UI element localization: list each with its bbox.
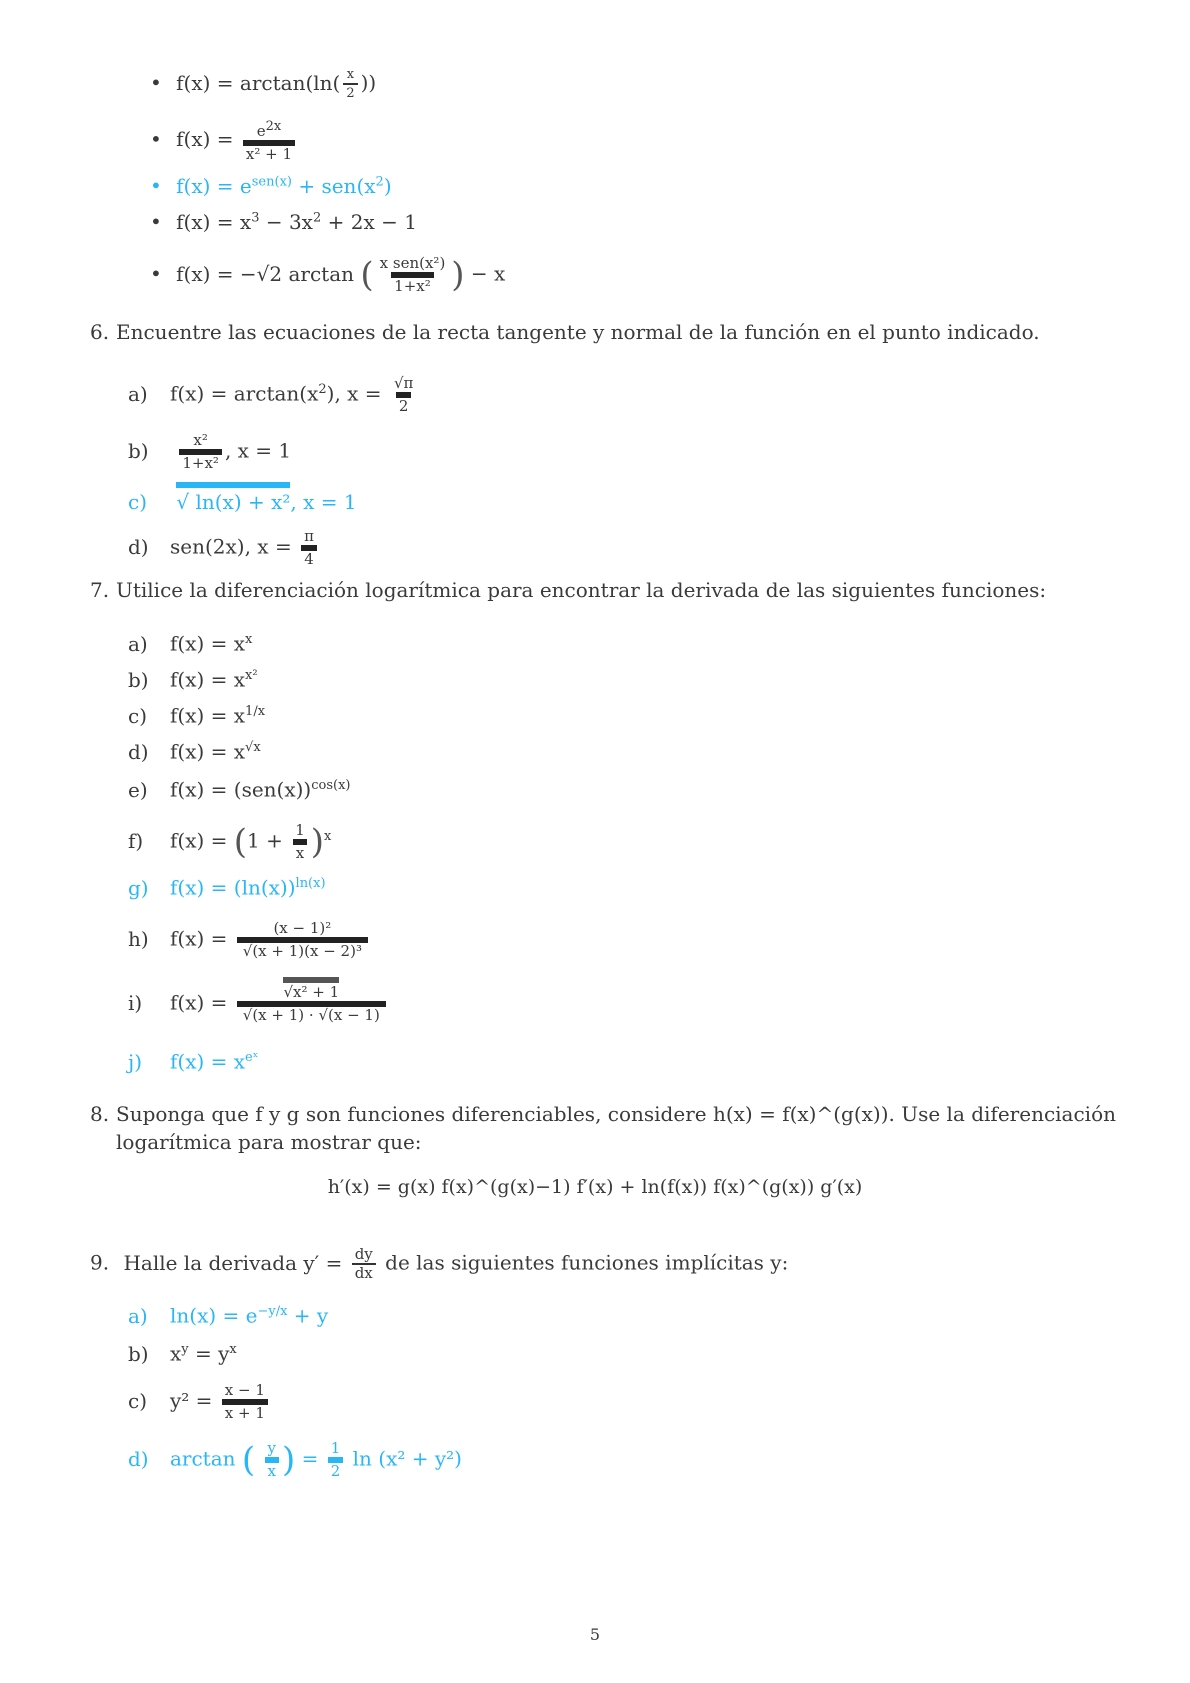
problem-7-item-b: b) $f(x) = x^{x^2}$: [128, 667, 258, 692]
problem-8-statement: Suponga que f y g son funciones diferenciables, considere h(x) = f(x)^(g(x)). Use la diferenciación logarítmica para mostrar que:: [116, 1102, 1116, 1154]
page-number: 5: [589, 1625, 601, 1644]
problem-8: 8. Suponga que f y g son funciones diferenciables, considere h(x) = f(x)^(g(x)). Use la diferenciación logarítmica para mostrar que:: [90, 1100, 1120, 1156]
bullet-item: • f(x) = −√2 arctan ( $\frac{\text{x sen(x²)}}{\text{1+x²}}$ ) − x: [150, 254, 506, 295]
problem-7-item-i: i) f(x) = $\frac{\text{√x² + 1}}{√(x + 1) \cdot √(x - 1)}$: [128, 984, 389, 1024]
problem-6-item-b: b) $\frac{\text{x²}}{\text{1+x²}}$ , x = 1: [128, 431, 292, 472]
problem-9-item-c: c) y² = $\frac{x - 1}{x + 1}$: [128, 1382, 271, 1422]
bullet-item: • $f(x) = x^3 - 3x^2 + 2x - 1$: [150, 209, 417, 234]
problem-6-item-c: c) √ ln(x) + x², x = 1: [128, 482, 357, 514]
problem-7-item-j: j) $f(x) = x^{eˣ}$: [128, 1049, 259, 1074]
problem-7-item-g: g) $f(x) = (\ln(x))^{ln(x)}$: [128, 875, 326, 900]
problem-8-formula: h′(x) = g(x) f(x)^(g(x)−1) f′(x) + ln(f(x)) f(x)^(g(x)) g′(x): [327, 1176, 863, 1198]
problem-6-item-a: a) $f(x) = \arctan(x^2)$, x = $\frac{√\pi}{2}$: [128, 374, 414, 415]
bullet-dot: •: [150, 70, 162, 95]
bullet-item: • $f(x) = e^{sen(x)} + sen(x^2)$: [150, 173, 392, 198]
problem-9-item-b: b) $x^y = y^x$: [128, 1341, 237, 1366]
bullet-item: • f(x) = $\frac{e^{2x}}{\text{x² + 1}}$: [150, 118, 298, 163]
problem-7: 7. Utilice la diferenciación logarítmica para encontrar la derivada de las siguientes funciones:: [90, 576, 1120, 604]
problem-6-item-d: d) sen(2x), x = $\frac{\pi}{4}$: [128, 528, 320, 568]
problem-6: 6. Encuentre las ecuaciones de la recta tangente y normal de la función en el punto indicado.: [90, 318, 1120, 346]
problem-7-item-c: c) $f(x) = x^{1/x}$: [128, 703, 266, 728]
bullet-item: • f(x) = arctan(ln( $\frac{x}{2}$ )): [150, 67, 377, 101]
problem-6-statement: Encuentre las ecuaciones de la recta tangente y normal de la función en el punto indicado.: [116, 320, 1040, 344]
problem-9-item-d: d) arctan ( $\frac{y}{x}$ ) = $\frac{1}{2}$ ln (x² + y²): [128, 1439, 462, 1480]
problem-7-item-f: f) f(x) = (1 + $\frac{1}{x}$ )$^x$: [128, 821, 332, 862]
problem-7-item-e: e) $f(x) = (sen(x))^{cos(x)}$: [128, 777, 351, 802]
problem-7-item-d: d) $f(x) = x^{√x}$: [128, 739, 261, 764]
problem-7-item-a: a) $f(x) = x^x$: [128, 631, 253, 656]
problem-9: 9. Halle la derivada y′ = $\frac{dy}{dx}$ de las siguientes funciones implícitas y:: [90, 1245, 789, 1282]
problem-9-item-a: a) $\ln(x) = e^{-y/x} + y$: [128, 1303, 329, 1328]
problem-7-item-h: h) f(x) = $\frac{\text{(x − 1)²}}{\text{√(x + 1)(x − 2)³}}$: [128, 920, 371, 960]
problem-7-statement: Utilice la diferenciación logarítmica para encontrar la derivada de las siguientes funciones:: [116, 578, 1047, 602]
